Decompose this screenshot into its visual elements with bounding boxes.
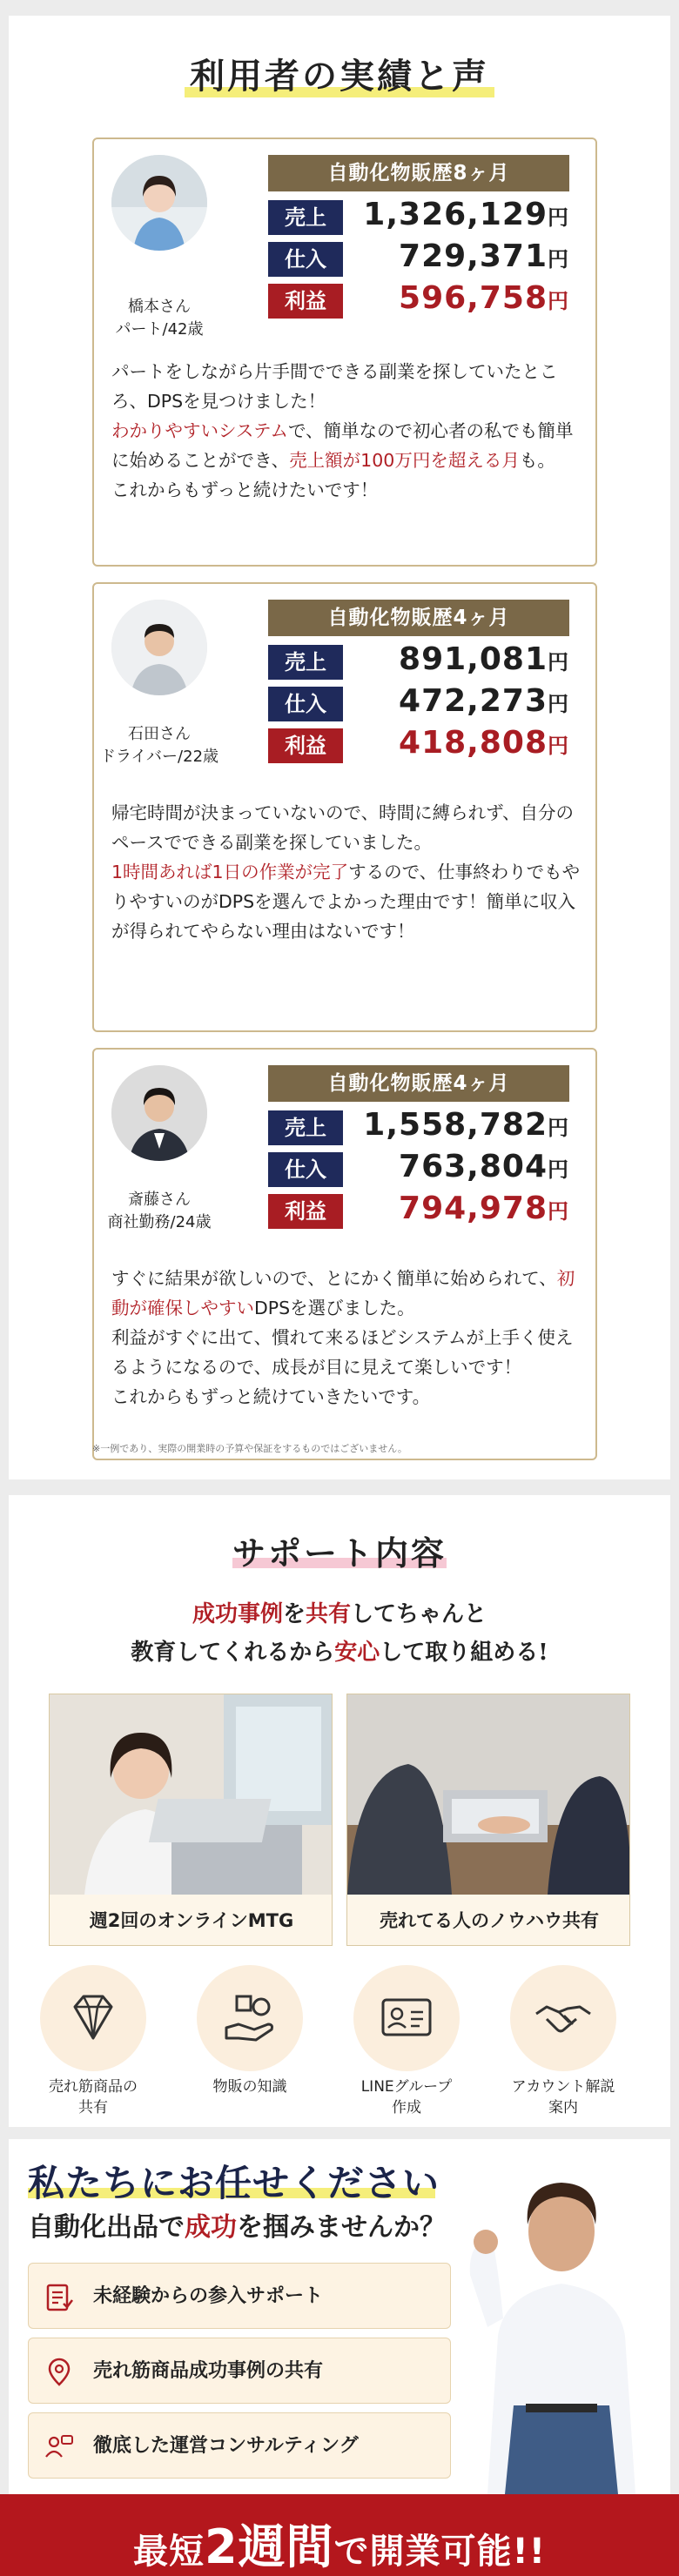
person-name: 斎藤さん [128, 1191, 191, 1209]
testimonial-text: すぐに結果が欲しいので、とにかく簡単に始められて、初動が確保しやすいDPSを選びました。 利益がすぐに出て、慣れて来るほどシステムが上手く使えるようになるので、成長が目に見えて楽しいです！ これからもずっと続けていきたいです。 [111, 1268, 575, 1407]
person-name: 橋本さん [128, 298, 191, 316]
avatar [111, 600, 207, 695]
person-name: 石田さん [128, 725, 191, 743]
id-card-icon [376, 1988, 437, 2049]
bottom-cta-banner: 最短2週間で開業可能!! [0, 2494, 679, 2576]
knowhow-share-photo [347, 1694, 630, 1895]
support-title: サポート内容 [232, 1533, 447, 1573]
icon-label: アカウント解説 案内 [511, 2078, 615, 2116]
experience-badge: 自動化物販歴8ヶ月 [268, 155, 569, 191]
checklist-icon [44, 2283, 74, 2312]
purchase-value: 472,273円 [399, 683, 569, 719]
profit-row [268, 725, 569, 763]
support-item-knowledge [185, 1965, 315, 2097]
purchase-label: 仕入 [268, 687, 343, 721]
cta-subheading: 自動化出品で成功を掴みませんか？ [28, 2212, 446, 2243]
person-role: 商社勤務/24歳 [107, 1213, 212, 1231]
purchase-value: 729,371円 [399, 238, 569, 274]
presenter-photo [453, 2144, 670, 2494]
sales-value: 1,326,129円 [363, 197, 569, 232]
hand-boxes-icon [219, 1988, 280, 2049]
purchase-label: 仕入 [268, 242, 343, 277]
icon-label: LINEグループ 作成 [360, 2078, 453, 2116]
avatar [111, 155, 207, 251]
photo-caption: 週2回のオンラインMTG [50, 1895, 333, 1946]
handshake-icon [533, 1988, 594, 2049]
online-meeting-photo [50, 1694, 333, 1895]
cta-item-label: 売れ筋商品成功事例の共有 [93, 2360, 324, 2382]
profit-row [268, 1191, 569, 1229]
sales-value: 1,558,782円 [363, 1107, 569, 1143]
experience-badge: 自動化物販歴4ヶ月 [268, 1065, 569, 1102]
person-role: パート/42歳 [115, 320, 204, 339]
sales-row [268, 197, 569, 235]
sales-row [268, 641, 569, 680]
icon-label: 物販の知識 [212, 2078, 287, 2096]
diamond-icon [63, 1988, 124, 2049]
support-photo-card-mtg [49, 1694, 333, 1946]
consulting-icon [44, 2432, 74, 2462]
profit-row [268, 280, 569, 319]
profit-label: 利益 [268, 728, 343, 763]
avatar [111, 1065, 207, 1161]
support-item-products [28, 1965, 158, 2118]
location-share-icon [44, 2358, 74, 2387]
purchase-row [268, 1149, 569, 1187]
sales-label: 売上 [268, 1110, 343, 1145]
support-photo-card-knowhow [346, 1694, 630, 1946]
purchase-row [268, 238, 569, 277]
support-subtitle-1: 成功事例を共有してちゃんと [192, 1601, 487, 1627]
testimonial-text: 帰宅時間が決まっていないので、時間に縛られず、自分のペースでできる副業を探していました。 1時間あれば1日の作業が完了するので、仕事終わりでもやりやすいのがDPSを選んでよかった理由です！簡単に収入が得られてやらない理由はないです！ [111, 802, 581, 942]
profit-value: 794,978円 [399, 1191, 569, 1226]
support-item-account [498, 1965, 629, 2118]
support-subtitle-2: 教育してくれるから安心して取り組める! [131, 1640, 548, 1666]
person-role: ドライバー/22歳 [99, 748, 219, 766]
cta-item-label: 徹底した運営コンサルティング [93, 2435, 359, 2457]
purchase-row [268, 683, 569, 721]
testimonial-card-2 [92, 582, 597, 1032]
testimonial-card-1 [92, 138, 597, 567]
photo-caption: 売れてる人のノウハウ共有 [347, 1895, 630, 1946]
sales-value: 891,081円 [399, 641, 569, 677]
testimonials-section [9, 16, 670, 1479]
testimonials-title: 利用者の実績と声 [190, 56, 489, 97]
cta-heading: 私たちにお任せください [28, 2162, 440, 2204]
cta-item-label: 未経験からの参入サポート [93, 2285, 324, 2307]
cta-item-consulting [28, 2412, 451, 2479]
support-section [9, 1495, 670, 2127]
cta-item-success-cases [28, 2338, 451, 2404]
testimonial-text: パートをしながら片手間でできる副業を探していたところ、DPSを見つけました！ わかりやすいシステムで、簡単なので初心者の私でも簡単に始めることができ、売上額が100万円を超える月も。 これからもずっと続けたいです！ [111, 361, 574, 500]
disclaimer-note: ※一例であり、実際の開業時の予算や保証をするものではございません。 [92, 1443, 407, 1454]
cta-section [9, 2139, 670, 2494]
purchase-label: 仕入 [268, 1152, 343, 1187]
purchase-value: 763,804円 [399, 1149, 569, 1184]
support-item-line-group [341, 1965, 472, 2118]
sales-row [268, 1107, 569, 1145]
profit-value: 596,758円 [399, 280, 569, 316]
profit-label: 利益 [268, 1194, 343, 1229]
cta-item-beginner-support [28, 2263, 451, 2329]
icon-label: 売れ筋商品の 共有 [49, 2078, 138, 2116]
sales-label: 売上 [268, 645, 343, 680]
experience-badge: 自動化物販歴4ヶ月 [268, 600, 569, 636]
sales-label: 売上 [268, 200, 343, 235]
profit-label: 利益 [268, 284, 343, 319]
profit-value: 418,808円 [399, 725, 569, 761]
testimonial-card-3 [92, 1048, 597, 1460]
